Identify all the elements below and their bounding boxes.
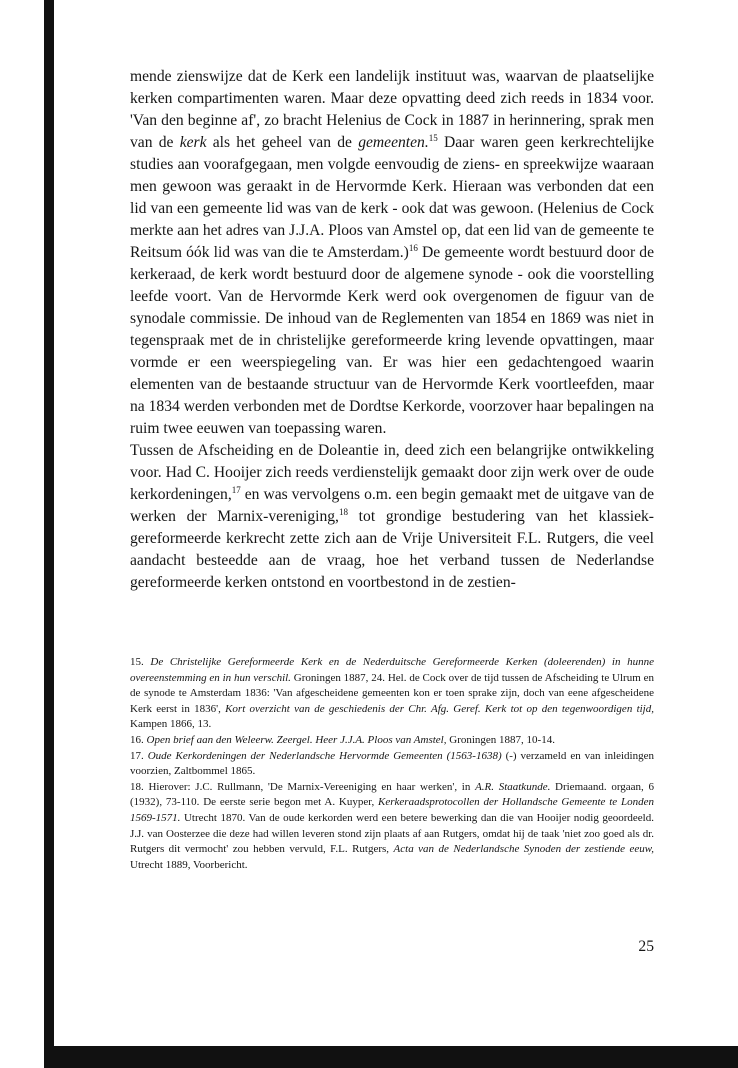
footnote-18-text-3: Utrecht 1870. Van de oude kerkorden werd een betere bewerking dan die van Hooijer nodig geoordeeld. J.J. van Oosterzee die deze had willen leveren stond zijn plaats af aan Rutgers, omdat hij de taak 'niet zoo goed als dr. Rutgers dit vermocht' zou hebben vervuld, F.L. Rutgers, [130,811,654,856]
paragraph-1-italic-gemeenten: gemeenten. [358,134,429,151]
scan-bottom-edge-bar [44,1046,738,1068]
page-number: 25 [638,938,654,955]
footnote-16-number: 16. [130,733,144,746]
footnote-18-title-3: Acta van de Nederlandsche Synoden der zestiende eeuw, [393,843,654,856]
footnote-18-text-2: Driemaand. orgaan, 6 (1932), 73-110. De eerste serie begon met A. Kuyper, [130,780,654,809]
paragraph-1-text-1: mende zienswijze dat de Kerk een landelijk instituut was, waarvan de plaatselijke kerken compartimenten waren. Maar deze opvatting deed zich reeds in 1834 voor. 'Van den beginne af', zo bracht Helenius de Cock in 1887 in herinnering, sprak men van de [130,68,654,151]
paragraph-2-text-1: Tussen de Afscheiding en de Doleantie in, deed zich een belangrijke ontwikkeling voor. Had C. Hooijer zich reeds verdienstelijk gemaakt door zijn werk over de oude kerkordeningen, [130,442,654,503]
footnote-15-text-1: Groningen 1887, 24. Hel. de Cock over de tijd tussen de Afscheiding te Ulrum en de synode te Amsterdam 1836: 'Van afgescheidene gemeenten kon er toen sprake zijn, doch van eene afgescheidene Kerk eerst in 1836', [130,671,654,715]
footnote-17-title: Oude Kerkordeningen der Nederlandsche Hervormde Gemeenten (1563-1638) [147,749,502,762]
footnote-ref-18: 18 [338,506,348,517]
footnote-16-text-1: Groningen 1887, 10-14. [446,733,555,746]
footnote-18-title-2: Kerkeraadsprotocollen der Hollandsche Gemeente te Londen 1569-1571. [130,796,654,824]
footnote-17-text-1: (-) verzameld en van inleidingen voorzien, Zaltbommel 1865. [130,749,654,778]
footnote-17 [130,749,654,780]
paragraph-1-text-3: Daar waren geen kerkrechtelijke studies aan voorafgegaan, men volgde eenvoudig de ziens- en spreekwijze waaraan men gewoon was geraakt in de Hervormde Kerk. Hieraan was verbonden dat een lid van een gemeente lid was van de kerk - ook dat was gewoon. (Helenius de Cock merkte aan het adres van J.J.A. Ploos van Amstel op, dat een lid van de gemeente te Reitsum óók lid was van die te Amsterdam.) [130,134,655,261]
footnote-18-number: 18. [130,780,144,793]
paragraph-2-text-3: tot grondige bestudering van het klassiek-gereformeerde kerkrecht zette zich aan de Vrije Universiteit F.L. Rutgers, die veel aandacht besteedde aan de vraag, hoe het verband tussen de Nederlandse gereformeerde kerken ontstond en voortbestond in de zestien- [130,508,654,591]
footnotes [130,655,654,873]
footnote-18 [130,780,654,874]
footnote-15 [130,655,654,733]
footnote-15-title-2: Kort overzicht van de geschiedenis der Chr. Afg. Geref. Kerk tot op den tegenwoordigen tijd, [225,702,654,715]
paragraph-1-text-4: De gemeente wordt bestuurd door de kerkeraad, de kerk wordt bestuurd door de algemene synode - ook die voorstelling leefde voort. Van de Hervormde Kerk werd ook overgenomen de figuur van de synodale commissie. De inhoud van de Reglementen van 1854 en 1869 was niet in tegenspraak met de in christelijke gereformeerde kring levende opvattingen, maar vormde er een weerspiegeling van. Er was hier een gedachtengoed waarin elementen van de bestaande structuur van de Hervormde Kerk voortleefden, maar na 1834 werden verbonden met de Dordtse Kerkorde, voorzover haar bepalingen na ruim twee eeuwen van toepassing waren. [130,244,654,437]
footnote-15-title: De Christelijke Gereformeerde Kerk en de Nederduitsche Gereformeerde Kerken (doleerenden) in hunne overeenstemming en in hun verschil. [130,656,655,684]
footnote-18-title-1: A.R. Staatkunde. [475,780,551,793]
main-text [130,66,654,594]
paragraph-2 [130,440,654,594]
footnote-16 [130,733,654,749]
footnote-18-text-4: Utrecht 1889, Voorbericht. [130,858,248,871]
footnote-17-number: 17. [130,749,144,762]
footnote-18-text-1: Hierover: J.C. Rullmann, 'De Marnix-Vereeniging en haar werken', in [148,780,476,793]
paragraph-1-italic-kerk: kerk [179,134,207,151]
footnote-ref-15: 15 [428,132,438,143]
footnote-15-text-2: Kampen 1866, 13. [130,718,212,731]
footnote-16-title: Open brief aan den Weleerw. Zeergel. Heer J.J.A. Ploos van Amstel, [146,733,447,746]
footnote-ref-17: 17 [231,484,241,495]
paragraph-1-text-2: als het geheel van de [206,134,359,151]
footnote-15-number: 15. [130,656,144,668]
paragraph-2-text-2: en was vervolgens o.m. een begin gemaakt met de uitgave van de werken der Marnix-vereniging, [130,486,654,525]
paragraph-1 [130,66,654,440]
footnote-ref-16: 16 [408,242,418,253]
scan-left-edge-bar [44,0,54,1068]
